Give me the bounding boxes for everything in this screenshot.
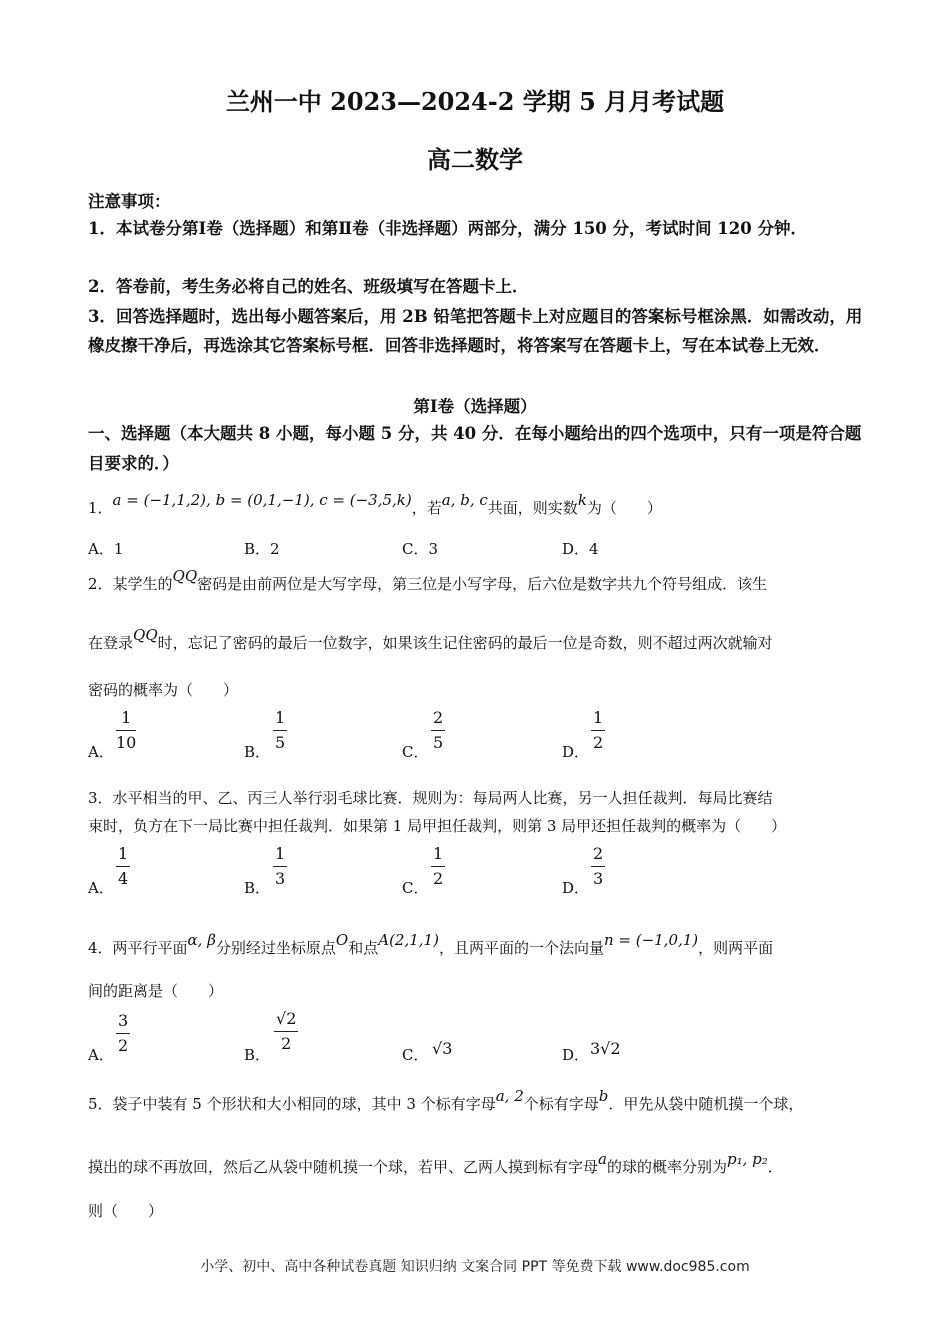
notice-item-2: 2．答卷前，考生务必将自己的姓名、班级填写在答题卡上． <box>88 277 529 296</box>
fraction-denominator: 2 <box>118 1036 129 1055</box>
q3-option-c-label: C． <box>402 879 429 897</box>
fraction-denominator: 3 <box>593 869 604 888</box>
fraction-numerator: 2 <box>593 844 604 863</box>
question-3-line-2: 束时，负方在下一局比赛中担任裁判．如果第 1 局甲担任裁判，则第 3 局甲还担任裁判的概率为（ ） <box>88 817 787 835</box>
fraction-denominator: 10 <box>116 733 137 752</box>
q5-b-formula: b <box>598 1087 609 1105</box>
q3-option-d-label: D． <box>562 879 590 897</box>
q5-text: ．甲先从袋中随机摸一个球， <box>608 1095 804 1113</box>
fraction-bar <box>116 730 136 731</box>
q2-text: 在登录 <box>88 634 134 652</box>
q1-k-formula: k <box>577 491 587 509</box>
fraction-bar <box>116 1033 130 1034</box>
q1-vectors-formula: a = (−1,1,2), b = (0,1,−1), c = (−3,5,k) <box>112 491 412 509</box>
q4-option-a-label: A． <box>88 1046 114 1064</box>
q3-option-b-fraction <box>273 844 287 889</box>
q4-text: ，则两平面 <box>698 939 774 957</box>
q4-normal-vector-formula: n = (−1,0,1) <box>603 931 699 949</box>
q3-option-a-fraction <box>116 844 130 889</box>
fraction-numerator: 1 <box>275 844 286 863</box>
q5-text: 5．袋子中装有 5 个形状和大小相同的球，其中 3 个标有字母 <box>88 1095 496 1113</box>
q2-option-a-fraction <box>116 708 136 753</box>
q5-text: 摸出的球不再放回，然后乙从袋中随机摸一个球，若甲、乙两人摸到标有字母 <box>88 1158 599 1176</box>
q3-option-a-label: A． <box>88 879 114 897</box>
exam-subject: 高二数学 <box>427 145 523 174</box>
q4-option-d-label: D． <box>562 1046 590 1064</box>
q1-option-a: A．1 <box>88 540 124 558</box>
q5-text: 的球的概率分别为 <box>606 1158 727 1176</box>
q1-option-c: C．3 <box>402 540 439 558</box>
fraction-denominator: 2 <box>593 733 604 752</box>
fraction-denominator: 3 <box>275 869 286 888</box>
fraction-denominator: 2 <box>433 869 444 888</box>
q2-text: 时，忘记了密码的最后一位数字，如果该生记住密码的最后一位是奇数，则不超过两次就输对 <box>157 634 773 652</box>
q5-text: ． <box>767 1158 783 1176</box>
fraction-numerator: 1 <box>433 844 444 863</box>
q1-text: 为（ ） <box>586 499 662 517</box>
notice-item-1: 1．本试卷分第Ⅰ卷（选择题）和第Ⅱ卷（非选择题）两部分，满分 150 分，考试时间 120 分钟． <box>88 219 807 238</box>
notice-heading: 注意事项： <box>88 192 171 211</box>
question-2-line-1 <box>88 567 868 594</box>
q2-option-d-fraction <box>591 708 605 753</box>
fraction-denominator: 5 <box>275 733 286 752</box>
question-3-line-1: 3．水平相当的甲、乙、丙三人举行羽毛球比赛．规则为：每局两人比赛，另一人担任裁判．每局比赛结 <box>88 789 773 807</box>
q5-text: 个标有字母 <box>523 1095 599 1113</box>
q2-option-a-label: A． <box>88 743 114 761</box>
q4-alpha-beta-formula: α, β <box>187 931 216 949</box>
q2-option-b-fraction <box>273 708 287 753</box>
q5-p-formula: p₁, p₂ <box>726 1150 768 1168</box>
fraction-numerator: 2 <box>433 708 444 727</box>
fraction-bar <box>116 866 130 867</box>
q4-option-c-label: C． <box>402 1046 429 1064</box>
question-2-line-2 <box>88 626 868 653</box>
q2-qq-formula: QQ <box>172 567 198 585</box>
q4-option-a-fraction <box>116 1011 130 1056</box>
q1-option-d: D．4 <box>562 540 599 558</box>
fraction-bar <box>273 730 287 731</box>
q2-option-b-label: B． <box>244 743 271 761</box>
fraction-bar <box>431 730 445 731</box>
q4-option-b-fraction <box>274 1009 298 1054</box>
question-4-line-2: 间的距离是（ ） <box>88 982 224 1000</box>
q1-text: 共面，则实数 <box>487 499 578 517</box>
q3-option-c-fraction <box>431 844 445 889</box>
q4-point-a-formula: A(2,1,1) <box>378 931 439 949</box>
q3-option-b-label: B． <box>244 879 271 897</box>
q4-option-c-value: √3 <box>432 1039 453 1058</box>
fraction-bar <box>591 866 605 867</box>
page-footer: 小学、初中、高中各种试卷真题 知识归纳 文案合同 PPT 等免费下载 www.doc985.com <box>200 1259 750 1275</box>
fraction-bar <box>274 1031 298 1032</box>
fraction-numerator: 1 <box>593 708 604 727</box>
q2-option-c-label: C． <box>402 743 429 761</box>
q2-text: 2．某学生的 <box>88 575 173 593</box>
fraction-bar <box>431 866 445 867</box>
fraction-denominator: 5 <box>433 733 444 752</box>
fraction-numerator: 3 <box>118 1011 129 1030</box>
fraction-numerator: 1 <box>118 844 129 863</box>
question-5-line-3: 则（ ） <box>88 1202 164 1220</box>
question-1-stem <box>88 491 868 518</box>
fraction-denominator: 4 <box>118 869 129 888</box>
q1-text: ，若 <box>411 499 442 517</box>
q5-a2-formula: a, 2 <box>495 1087 524 1105</box>
fraction-bar <box>273 866 287 867</box>
q2-qq-formula: QQ <box>133 626 158 644</box>
notice-item-3: 3．回答选择题时，选出每小题答案后，用 2B 铅笔把答题卡上对应题目的答案标号框涂黑．如需改动，用橡皮擦干净后，再选涂其它答案标号框．回答非选择题时，将答案写在答题卡上，写在本试卷上无效． <box>88 307 863 355</box>
exam-title: 兰州一中 2023—2024-2 学期 5 月月考试题 <box>225 87 725 116</box>
question-5-line-1 <box>88 1087 868 1114</box>
fraction-denominator: 2 <box>281 1034 292 1053</box>
q2-option-d-label: D． <box>562 743 590 761</box>
q3-option-d-fraction <box>591 844 605 889</box>
q4-text: 和点 <box>348 939 379 957</box>
q4-option-b-label: B． <box>244 1046 271 1064</box>
fraction-numerator: 1 <box>275 708 286 727</box>
q4-origin-formula: O <box>335 931 349 949</box>
q4-text: 4．两平行平面 <box>88 939 188 957</box>
q4-option-d-value: 3√2 <box>590 1039 621 1058</box>
q2-option-c-fraction <box>431 708 445 753</box>
question-5-line-2 <box>88 1150 868 1177</box>
fraction-numerator: √2 <box>276 1009 297 1028</box>
question-2-line-3: 密码的概率为（ ） <box>88 681 239 699</box>
fraction-bar <box>591 730 605 731</box>
q1-abc-formula: a, b, c <box>441 491 488 509</box>
section-description: 一、选择题（本大题共 8 小题，每小题 5 分，共 40 分．在每小题给出的四个选项中，只有一项是符合题目要求的．） <box>88 424 862 473</box>
q4-text: ，且两平面的一个法向量 <box>438 939 604 957</box>
q5-a-formula: a <box>598 1150 607 1168</box>
q2-text: 密码是由前两位是大写字母，第三位是小写字母，后六位是数字共九个符号组成．该生 <box>197 575 768 593</box>
q4-text: 分别经过坐标原点 <box>215 939 336 957</box>
fraction-numerator: 1 <box>121 708 132 727</box>
section-title: 第Ⅰ卷（选择题） <box>413 397 537 416</box>
q1-number: 1． <box>88 499 113 517</box>
question-4-line-1 <box>88 931 868 958</box>
q1-option-b: B．2 <box>244 540 280 558</box>
